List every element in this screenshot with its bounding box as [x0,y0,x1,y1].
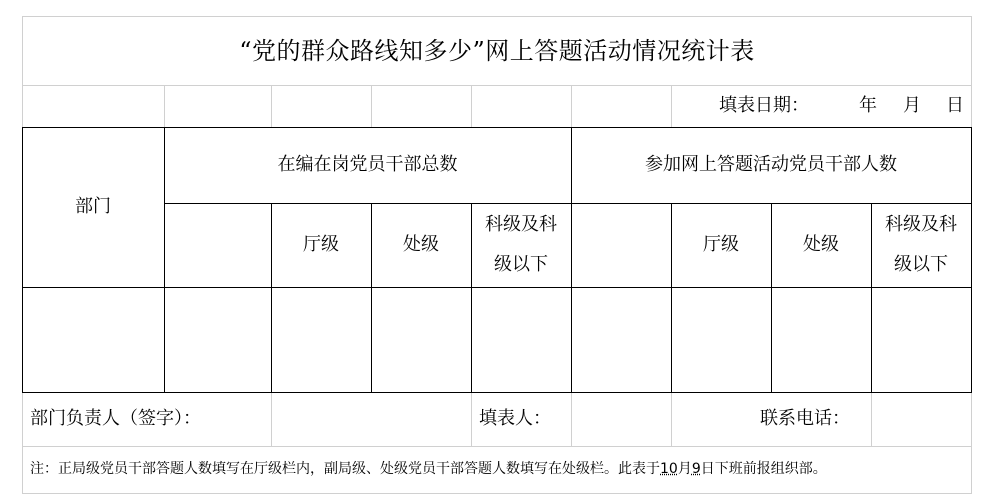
filler-label: 填表人： [479,408,551,429]
header-ke-total-line1: 科级及科 [485,214,557,235]
date-row-sep [371,85,372,127]
header-dept: 部门 [75,196,111,217]
fill-date-day: 日 [946,95,964,116]
date-row-sep [164,85,165,127]
sig-row-sep [571,392,572,446]
date-row-sep [571,85,572,127]
footnote-text: 注：正局级党员干部答题人数填写在厅级栏内，副局级、处级党员干部答题人数填写在处级栏。此表于 [30,461,660,477]
footnote-month-char: 月 [677,461,692,477]
page-title: “党的群众路线知多少”网上答题活动情况统计表 [239,36,755,65]
footnote [30,462,827,476]
header-group-participants: 参加网上答题活动党员干部人数 [645,154,897,175]
date-row-sep [471,85,472,127]
sig-row-sep [871,392,872,446]
fill-date-year: 年 [859,95,877,116]
header-ke-participants-line1: 科级及科 [885,214,957,235]
header-chu-total: 处级 [403,234,439,255]
footnote-month-number: 10 [660,461,678,477]
table-border-right [971,127,972,393]
footnote-tail: 日下班前报组织部。 [700,461,827,477]
header-group-total: 在编在岗党员干部总数 [277,154,458,175]
date-row-sep [271,85,272,127]
sheet-line-above-note [22,446,972,447]
header-ke-participants [871,205,971,285]
footnote-day-number: 9 [691,461,701,477]
header-chu-participants: 处级 [803,234,839,255]
fill-date-month: 月 [903,95,921,116]
header-ting-participants: 厅级 [703,234,739,255]
sheet-line-bottom [22,493,972,494]
header-ting-total: 厅级 [303,234,339,255]
header-ke-total-line2: 级以下 [494,254,548,275]
dept-leader-signature-label: 部门负责人（签字）： [30,408,201,429]
sig-row-sep [471,392,472,446]
header-ke-participants-line2: 级以下 [894,254,948,275]
fill-date-label: 填表日期： [719,95,809,116]
date-row-sep [671,85,672,127]
contact-phone-label: 联系电话： [760,408,850,429]
sig-row-sep [271,392,272,446]
sig-row-sep [671,392,672,446]
header-ke-total [471,205,571,285]
